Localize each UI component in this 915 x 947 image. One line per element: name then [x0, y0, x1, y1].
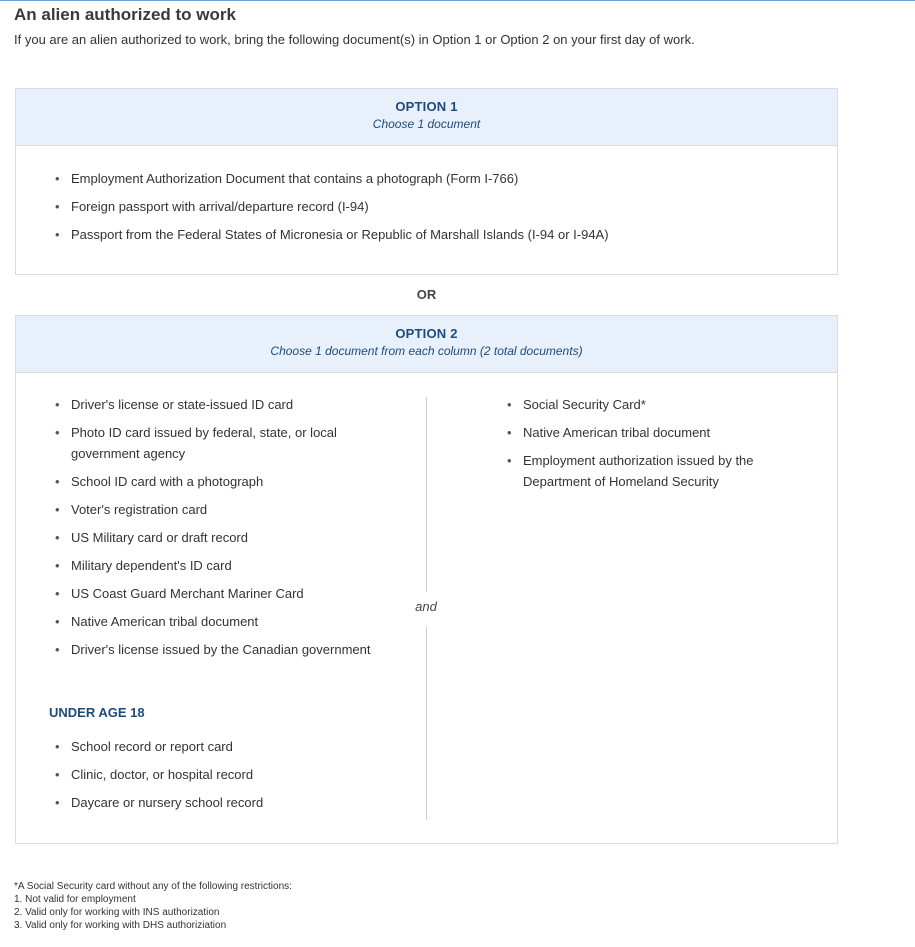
list-item: • US Coast Guard Merchant Mariner Card — [55, 583, 375, 604]
list-item: • Military dependent's ID card — [55, 555, 375, 576]
list-item: • School record or report card — [55, 736, 263, 757]
list-item: • Driver's license or state-issued ID card — [55, 394, 375, 415]
list-item: • Foreign passport with arrival/departure record (I-94) — [55, 196, 609, 217]
under-age-18-heading: UNDER AGE 18 — [49, 705, 145, 720]
list-item: • Clinic, doctor, or hospital record — [55, 764, 263, 785]
or-separator: OR — [416, 287, 437, 302]
list-item: • Photo ID card issued by federal, state, or local government agency — [55, 422, 375, 464]
option2-panel — [15, 315, 838, 844]
option2-subtitle: Choose 1 document from each column (2 total documents) — [270, 344, 583, 358]
list-item: • Employment Authorization Document that contains a photograph (Form I-766) — [55, 168, 609, 189]
list-item: • Employment authorization issued by the Department of Homeland Security — [507, 450, 787, 492]
list-item: • US Military card or draft record — [55, 527, 375, 548]
under-age-18-list — [55, 736, 263, 820]
footnote-line: 1. Not valid for employment — [14, 894, 136, 905]
option1-title: OPTION 1 — [395, 99, 458, 114]
intro-text: If you are an alien authorized to work, bring the following document(s) in Option 1 or Option 2 on your first day of work. — [14, 32, 695, 47]
footnote-line: 3. Valid only for working with DHS authoriziation — [14, 920, 227, 931]
list-item: • Daycare or nursery school record — [55, 792, 263, 813]
option2-left-column — [55, 394, 375, 667]
option1-panel — [15, 88, 838, 275]
option1-subtitle: Choose 1 document — [372, 117, 481, 131]
footnote-line: *A Social Security card without any of the following restrictions: — [14, 881, 292, 892]
footnote-line: 2. Valid only for working with INS authorization — [14, 907, 220, 918]
top-rule — [0, 0, 915, 1]
column-divider-bottom — [426, 627, 427, 820]
list-item: • School ID card with a photograph — [55, 471, 375, 492]
list-item: • Voter's registration card — [55, 499, 375, 520]
option1-document-list — [55, 168, 609, 252]
list-item: • Native American tribal document — [55, 611, 375, 632]
column-divider-top — [426, 397, 427, 592]
footnotes — [14, 880, 292, 932]
option2-right-column — [507, 394, 787, 499]
option1-header — [16, 89, 837, 146]
and-label: and — [415, 599, 437, 614]
list-item: • Driver's license issued by the Canadian government — [55, 639, 375, 660]
list-item: • Passport from the Federal States of Micronesia or Republic of Marshall Islands (I-94 or I-94A) — [55, 224, 609, 245]
option2-header — [16, 316, 837, 373]
list-item: • Social Security Card* — [507, 394, 787, 415]
option2-title: OPTION 2 — [395, 326, 458, 341]
list-item: • Native American tribal document — [507, 422, 787, 443]
page-title: An alien authorized to work — [14, 5, 236, 24]
